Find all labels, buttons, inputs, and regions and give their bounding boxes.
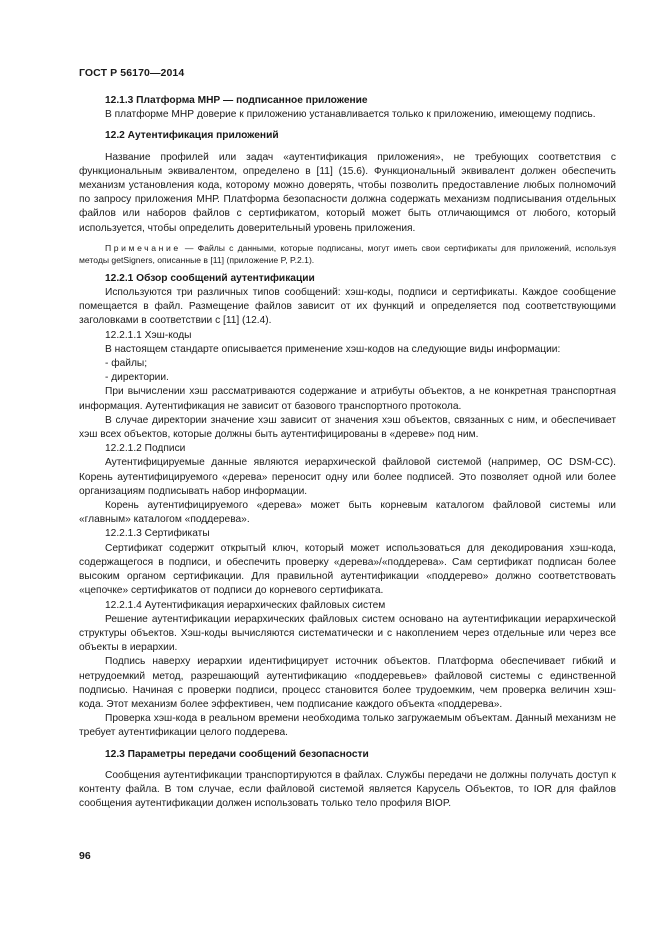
paragraph: В платформе МНР доверие к приложению устанавливается только к приложению, имеющему подпись. <box>105 109 596 121</box>
note-text: — Файлы с данными, которые подписаны, могут иметь свои сертификаты для приложений, используя методы getSigners, описанные в [11] (приложение P, P.2.1). <box>79 242 616 265</box>
page-number: 96 <box>79 850 91 862</box>
list-item: - файлы; <box>105 358 148 370</box>
paragraph: Аутентифицируемые данные являются иерархической файловой системой (например, ОС DSM-CC). Корень аутентифицируемого «дерева» переносит одну или более подписей. Это позволяет одной или более организациям подписывать набор информации. <box>79 457 616 497</box>
paragraph: Решение аутентификации иерархических файловых систем основано на аутентификации иерархической структуры объектов. Хэш-коды вычисляются систематически и с накоплением через отдельные или через все объекты в иерархии. <box>79 613 616 654</box>
paragraph: Сообщения аутентификации транспортируются в файлах. Службы передачи не должны получать доступ к контенту файла. В том случае, если файловой системой является Карусель Объектов, то IOR для файлов сообщения аутентификации должен использовать только тело профиля BIOP. <box>79 769 616 810</box>
paragraph: В настоящем стандарте описывается применение хэш-кодов на следующие виды информации: <box>105 343 561 355</box>
paragraph: Подпись наверху иерархии идентифицирует источник объектов. Платформа обеспечивает гибкий и нетрудоемкий метод, разрешающий аутентификацию «поддеревьев» файловой системы с единственной подписью. Начиная с проверки подписи, процесс становится более трудоемким, чем проверка величин хэш-кода. Этот механизм более эффективен, чем подписание каждого объекта «поддерева». <box>79 656 616 710</box>
subsection-heading-12-2-1-3: 12.2.1.3 Сертификаты <box>105 528 210 540</box>
note-label: Примечание <box>105 242 181 253</box>
paragraph: При вычислении хэш рассматриваются содержание и атрибуты объектов, а не конкретная транспортная информация. Аутентификация не зависит от базового транспортного протокола. <box>79 386 616 412</box>
list-item: - директории. <box>105 372 169 384</box>
section-heading-12-2-1: 12.2.1 Обзор сообщений аутентификации <box>105 272 315 284</box>
section-heading-12-2: 12.2 Аутентификация приложений <box>105 130 279 142</box>
subsection-heading-12-2-1-1: 12.2.1.1 Хэш-коды <box>105 329 192 341</box>
document-header: ГОСТ Р 56170—2014 <box>79 67 185 79</box>
document-body <box>79 94 616 811</box>
subsection-heading-12-2-1-4: 12.2.1.4 Аутентификация иерархических файловых систем <box>105 599 386 611</box>
paragraph: Сертификат содержит открытый ключ, который может использоваться для декодирования хэш-кода, содержащегося в подписи, и обеспечить проверку «дерева»/«поддерева». Сам сертификат подписан более высоким органом сертификации. Для правильной аутентификации «поддерево» должно соответствовать «цепочке» сертификатов от подписи до корневого сертификата. <box>79 542 616 597</box>
section-heading-12-3: 12.3 Параметры передачи сообщений безопасности <box>105 748 369 760</box>
note <box>79 242 616 266</box>
paragraph: Проверка хэш-кода в реальном времени необходима только загружаемым объектам. Данный механизм не требует аутентификации целого поддерева. <box>79 713 616 739</box>
paragraph: Название профилей или задач «аутентификация приложения», не требующих соответствия с функциональным эквивалентом, определено в [11] (15.6). Функциональный эквивалент должен обеспечить механизм установления кода, которому можно доверять, чтобы позволить предоставление любых полномочий по запросу приложения МНР. Платформа безопасности должна содержать механизм подписывания отдельных файлов или наборов файлов с сертификатом, который может быть отличающимся от любого, который используется, чтобы определить доверительный уровень приложения. <box>79 151 616 234</box>
paragraph: Корень аутентифицируемого «дерева» может быть корневым каталогом файловой системы или «главным» каталогом «поддерева». <box>79 500 616 526</box>
subsection-heading-12-2-1-2: 12.2.1.2 Подписи <box>105 443 186 455</box>
section-heading-12-1-3: 12.1.3 Платформа МНР — подписанное приложение <box>105 95 368 106</box>
paragraph: Используются три различных типов сообщений: хэш-коды, подписи и сертификаты. Каждое сообщение помещается в файл. Размещение файлов зависит от их функций и определяется под соответствующими заголовками в соответствии с [11] (12.4). <box>79 287 616 327</box>
paragraph: В случае директории значение хэш зависит от значения хэш объектов, связанных с ним, и обеспечивает хэш всех объектов, которые должны быть аутентифицированы в «дереве» под ним. <box>79 414 616 441</box>
